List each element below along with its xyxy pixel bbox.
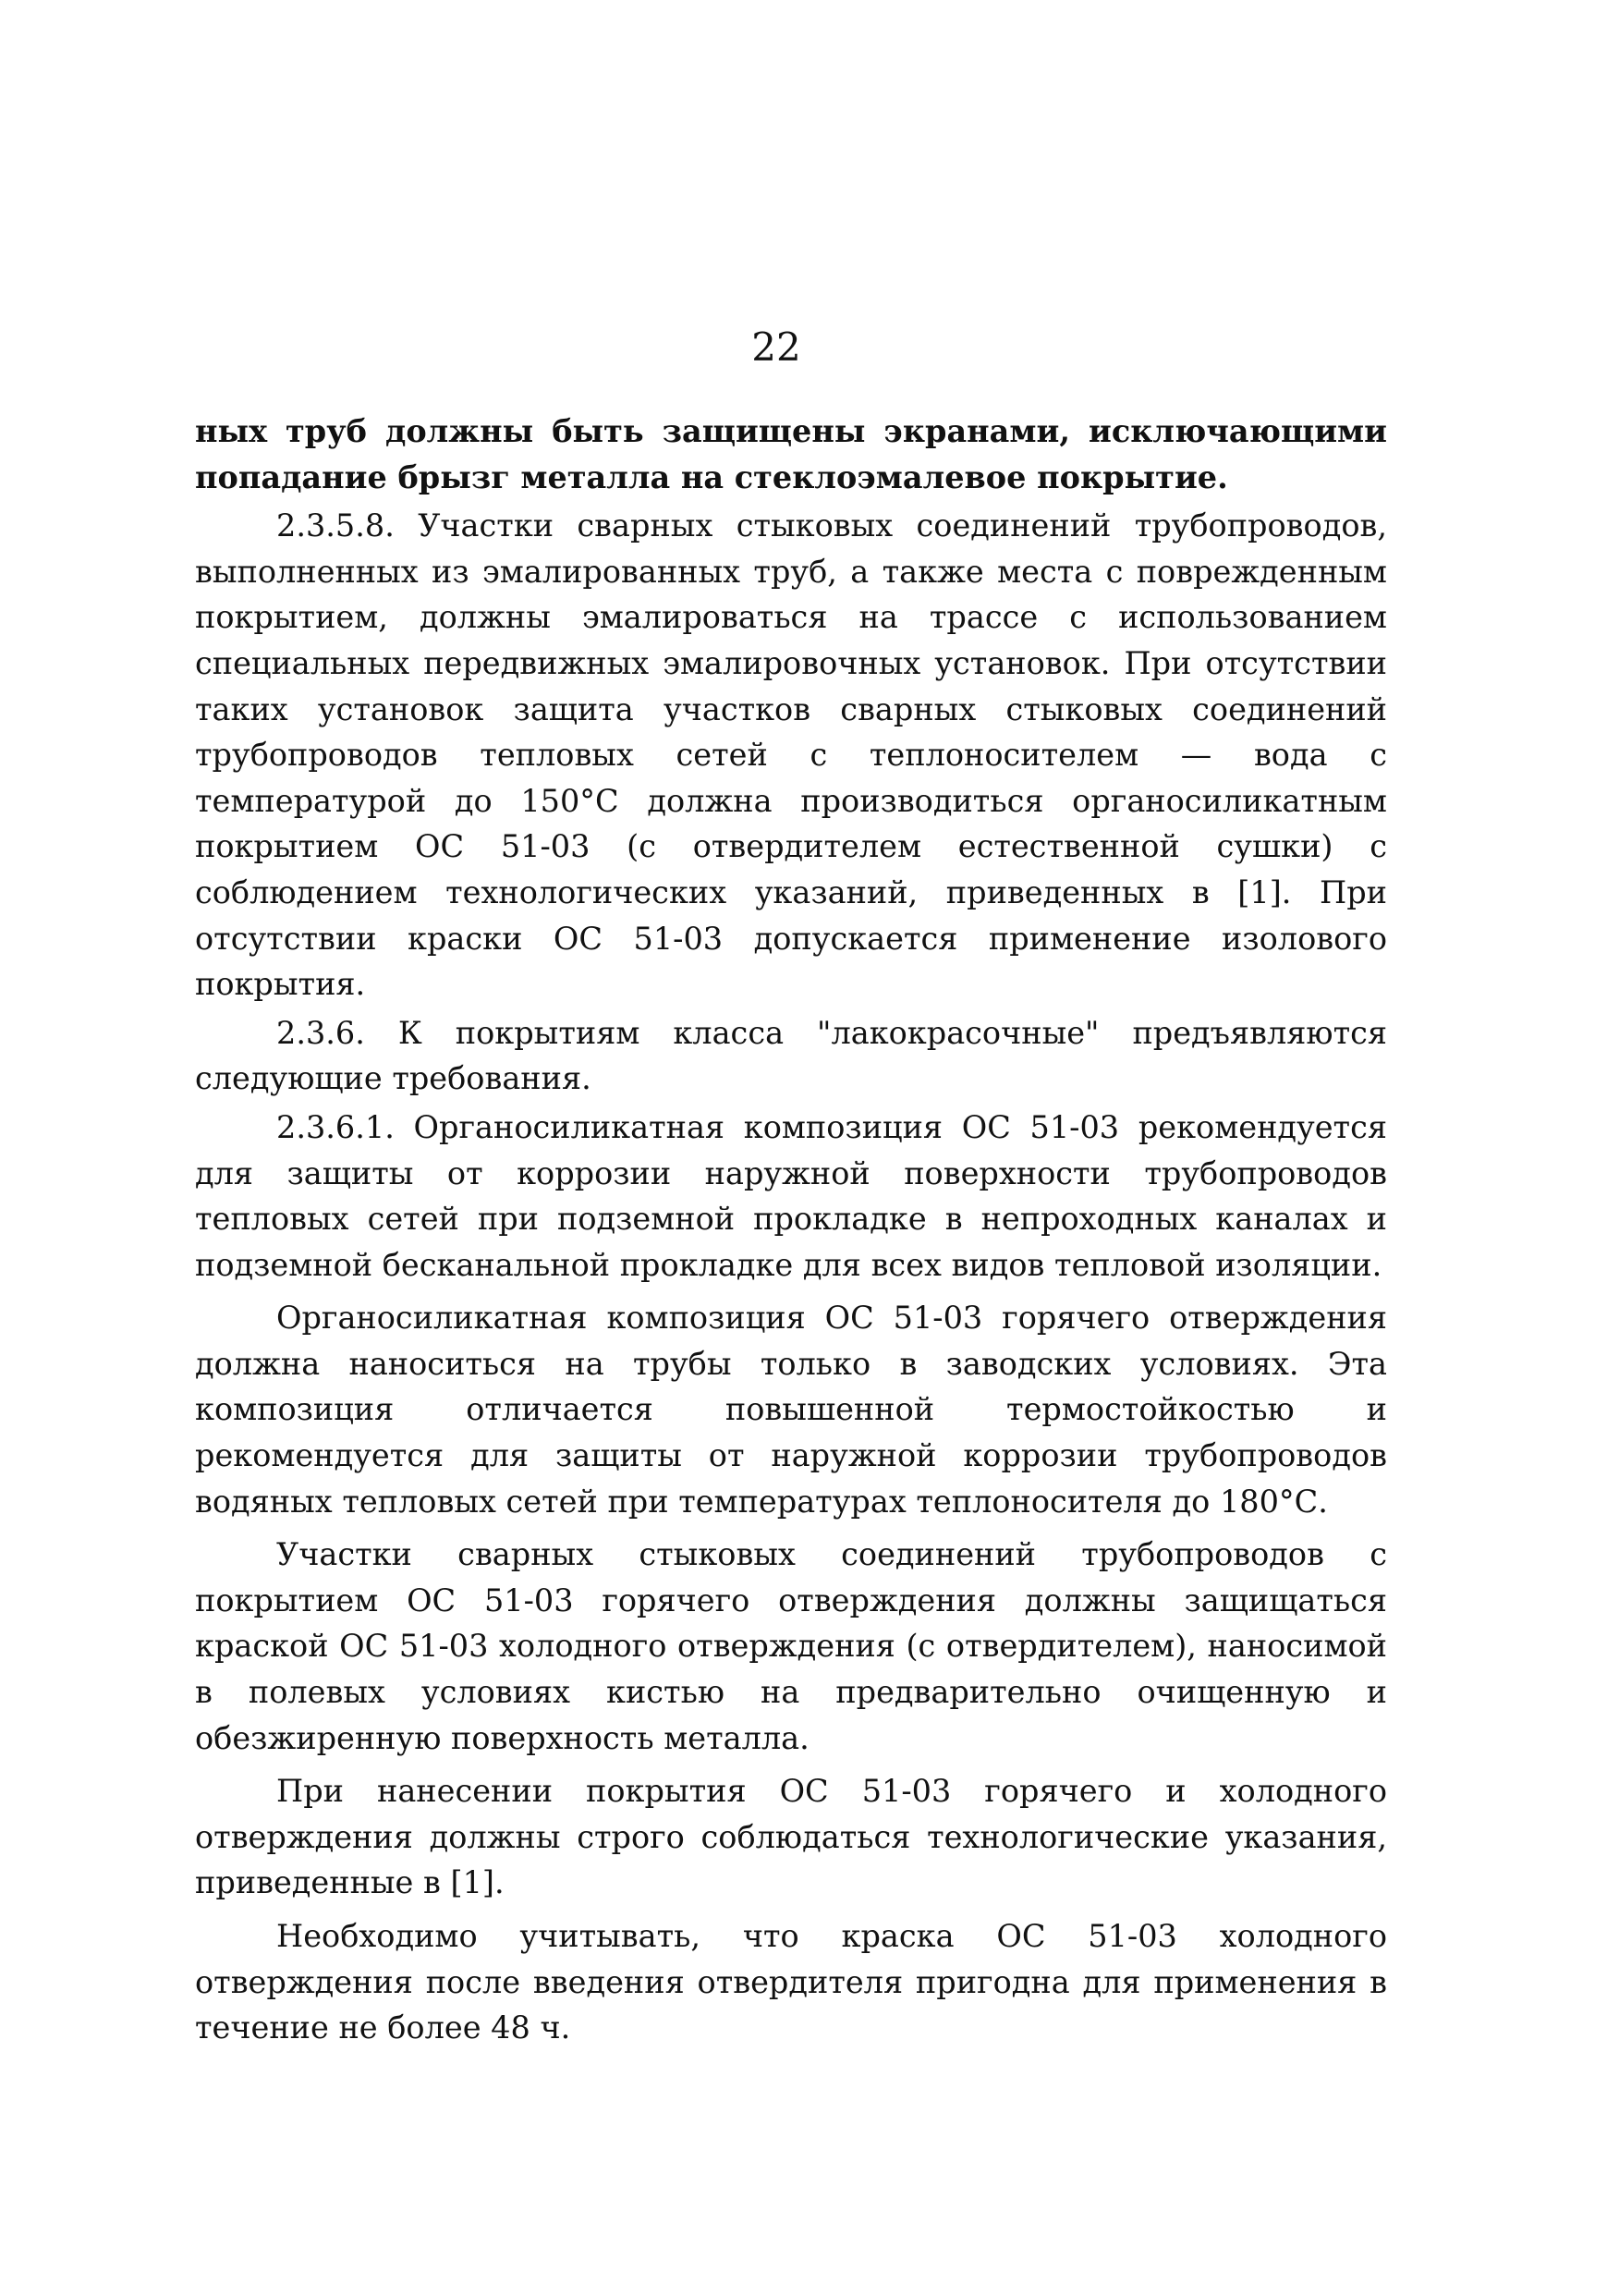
paragraph-application: При нанесении покрытия ОС 51-03 горячего и холодного отверждения должны строго соблюдаться технологические указания, приведенные в [1]. <box>195 1773 1387 1901</box>
paragraph-continuation: ных труб должны быть защищены экранами, исключающими попадание брызг металла на стеклоэмалевое покрытие. <box>195 413 1387 495</box>
body-text <box>195 409 1387 2051</box>
paragraph-2-3-6-1: 2.3.6.1. Органосиликатная композиция ОС 51-03 рекомендуется для защиты от коррозии наружной поверхности трубопроводов тепловых сетей при подземной прокладке в непроходных каналах и подземной бесканальной прокладке для всех видов тепловой изоляции. <box>195 1108 1387 1283</box>
paragraph-2-3-5-8: 2.3.5.8. Участки сварных стыковых соединений трубопроводов, выполненных из эмалированных труб, а также места с поврежденным покрытием, должны эмалироваться на трассе с использованием специальных передвижных эмалировочных установок. При отсутствии таких установок защита участков сварных стыковых соединений трубопроводов тепловых сетей с теплоносителем — вода с температурой до 150°С должна производиться органосиликатным покрытием ОС 51-03 (с отвердителем естественной сушки) с соблюдением технологических указаний, приведенных в [1]. При отсутствии краски ОС 51-03 допускается применение изолового покрытия. <box>195 507 1387 1003</box>
page-number: 22 <box>751 324 801 370</box>
paragraph-weld-joints: Участки сварных стыковых соединений трубопроводов с покрытием ОС 51-03 горячего отверждения должны защищаться краской ОС 51-03 холодного отверждения (с отвердителем), наносимой в полевых условиях кистью на предварительно очищенную и обезжиренную поверхность металла. <box>195 1536 1387 1756</box>
paragraph-2-3-6: 2.3.6. К покрытиям класса "лакокрасочные" предъявляются следующие требования. <box>195 1014 1387 1097</box>
paragraph-pot-life: Необходимо учитывать, что краска ОС 51-03 холодного отверждения после введения отвердителя пригодна для применения в течение не более 48 ч. <box>195 1918 1387 2046</box>
paragraph-hot-curing: Органосиликатная композиция ОС 51-03 горячего отверждения должна наноситься на трубы только в заводских условиях. Эта композиция отличается повышенной термостойкостью и рекомендуется для защиты от наружной коррозии трубопроводов водяных тепловых сетей при температурах теплоносителя до 180°С. <box>195 1300 1387 1520</box>
